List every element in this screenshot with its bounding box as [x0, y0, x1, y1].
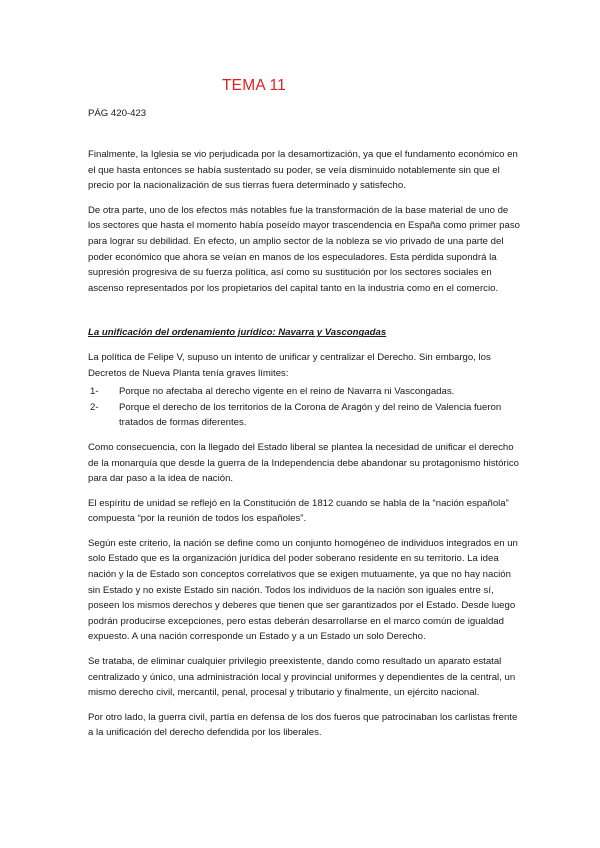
page-reference: PÁG 420-423 — [88, 108, 147, 119]
list-item-number: 1- — [90, 386, 99, 398]
list-item — [88, 384, 520, 400]
section-heading: La unificación del ordenamiento jurídico: Navarra y Vascongadas — [88, 327, 387, 339]
paragraph-nation-state: Según este criterio, la nación se define como un conjunto homogéneo de individuos integrados en un solo Estado que es la organización jurídica del poder soberano residente en su territorio. La idea nación y la de Estado son conceptos correlativos que se exigen mutuamente, ya que no hay nación sin Estado y no existe Estado sin nación. Todos los individuos de la nación son iguales entre sí, poseen los mismos derechos y deberes que tienen que ser garantizados por el Estado. Desde luego podrán producirse excepciones, pero estas deberán desarrollarse en el marco común de igualdad expuesto. A una nación corresponde un Estado y a un Estado un solo Derecho. — [88, 537, 518, 643]
list-item-number: 2- — [90, 401, 99, 413]
list-item-text: Porque el derecho de los territorios de la Corona de Aragón y del reino de Valencia fueron tratados de formas diferentes. — [119, 401, 502, 429]
limits-list — [88, 384, 520, 431]
paragraph-felipe-v: La política de Felipe V, supuso un intento de unificar y centralizar el Derecho. Sin embargo, los Decretos de Nueva Planta tenía graves límites: — [88, 351, 491, 379]
list-item — [88, 400, 520, 431]
paragraph-liberal-state: Como consecuencia, con la llegado del Estado liberal se plantea la necesidad de unificar el derecho de la monarquía que desde la guerra de la Independencia debe abandonar su protagonismo histórico para dar paso a la idea de nación. — [88, 441, 519, 485]
list-item-text: Porque no afectaba al derecho vigente en el reino de Navarra ni Vascongadas. — [119, 386, 455, 398]
document-title: TEMA 11 — [222, 77, 286, 94]
paragraph-civil-war: Por otro lado, la guerra civil, partía en defensa de los dos fueros que patrocinaban los carlistas frente a la unificación del derecho defendida por los liberales. — [88, 711, 518, 739]
paragraph-constitution-1812: El espíritu de unidad se reflejó en la Constitución de 1812 cuando se habla de la “nación española” compuesta “por la reunión de todos los españoles”. — [88, 497, 509, 525]
paragraph-church: Finalmente, la Iglesia se vio perjudicada por la desamortización, ya que el fundamento económico en el que hasta entonces se había sustentado su poder, se veía disminuido notablemente sin que el precio por la nacionalización de sus tierras fuera determinado y satisfecho. — [88, 149, 518, 192]
paragraph-privileges: Se trataba, de eliminar cualquier privilegio preexistente, dando como resultado un aparato estatal centralizado y único, una administración local y provincial uniformes y dependientes de la central, un mismo derecho civil, mercantil, penal, procesal y tributario y finalmente, un ejército nacional. — [88, 656, 516, 699]
document-body — [88, 147, 520, 750]
paragraph-nobility: De otra parte, uno de los efectos más notables fue la transformación de la base material de uno de los sectores que hasta el momento había poseído mayor trascendencia en España como primer paso para lograr su debilidad. En efecto, un amplio sector de la nobleza se vio privado de una parte del poder económico que ahora se veían en manos de los especuladores. Esta pérdida supondrá la supresión progresiva de su fuerza política, así como su sustitución por los sectores sociales en ascenso representados por los propietarios del capital tanto en la industria como en el comercio. — [88, 204, 520, 294]
